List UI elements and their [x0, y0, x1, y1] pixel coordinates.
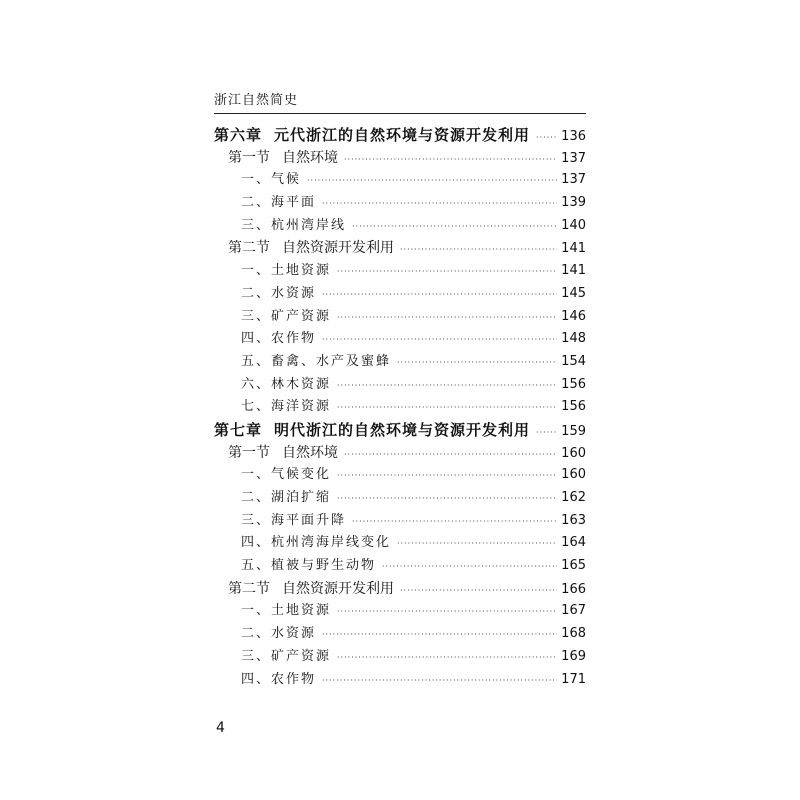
toc-item-entry — [214, 487, 586, 510]
section-number: 第二节 — [228, 240, 270, 257]
toc-page-number: 169 — [561, 648, 586, 664]
toc-title-text: 元代浙江的自然环境与资源开发利用 — [274, 126, 531, 144]
table-of-contents — [214, 124, 586, 691]
dot-leader — [382, 556, 557, 579]
toc-entry-title — [241, 396, 331, 419]
dot-leader — [322, 329, 557, 352]
toc-title-text: 一、气候 — [241, 172, 302, 188]
dot-leader — [322, 284, 557, 307]
toc-page-number: 168 — [561, 626, 586, 642]
toc-entry-title — [241, 532, 391, 555]
dot-leader — [337, 307, 557, 330]
toc-page-number: 141 — [561, 263, 586, 279]
toc-page-number: 171 — [561, 671, 586, 687]
toc-page-number: 159 — [561, 423, 586, 439]
dot-leader — [344, 149, 557, 172]
toc-item-entry — [214, 192, 586, 215]
dot-leader — [352, 511, 557, 534]
toc-entry-title — [241, 260, 331, 283]
toc-entry-title — [228, 237, 394, 260]
toc-entry-title — [241, 306, 331, 329]
toc-item-entry — [214, 328, 586, 351]
toc-section-entry — [214, 237, 586, 260]
toc-title-text: 三、矿产资源 — [241, 308, 332, 324]
toc-page-number: 163 — [561, 512, 586, 528]
toc-title-text: 二、湖泊扩缩 — [241, 490, 332, 505]
toc-page-number: 136 — [561, 129, 586, 144]
toc-item-entry — [214, 623, 586, 646]
toc-title-text: 四、农作物 — [241, 671, 317, 687]
toc-entry-title — [214, 124, 530, 147]
dot-leader — [536, 127, 557, 150]
toc-entry-title — [241, 669, 316, 692]
toc-title-text: 一、土地资源 — [241, 603, 332, 619]
dot-leader — [337, 601, 557, 624]
toc-item-entry — [214, 600, 586, 623]
dot-leader — [400, 239, 557, 262]
toc-title-text: 一、气候变化 — [241, 467, 332, 483]
toc-page-number: 137 — [561, 172, 586, 188]
chapter-number: 第七章 — [214, 420, 263, 439]
dot-leader — [397, 352, 557, 375]
toc-entry-title — [241, 646, 331, 669]
page-number: 4 — [216, 720, 225, 736]
dot-leader — [337, 397, 557, 420]
toc-item-entry — [214, 396, 586, 419]
dot-leader — [344, 444, 557, 467]
toc-page-number: 146 — [561, 308, 586, 324]
toc-entry-title — [241, 555, 376, 578]
dot-leader — [322, 624, 557, 647]
toc-entry-title — [241, 169, 301, 192]
toc-item-entry — [214, 646, 586, 669]
toc-page-number: 137 — [561, 150, 586, 166]
toc-chapter-entry — [214, 124, 586, 147]
toc-item-entry — [214, 306, 586, 329]
toc-entry-title — [241, 215, 346, 238]
toc-title-text: 六、林木资源 — [241, 376, 332, 392]
toc-page-number: 141 — [561, 241, 586, 257]
toc-page-number: 166 — [561, 581, 586, 597]
toc-page-number: 156 — [561, 376, 586, 392]
toc-entry-title — [228, 578, 394, 601]
toc-entry-title — [241, 487, 331, 510]
toc-item-entry — [214, 555, 586, 578]
toc-entry-title — [241, 374, 331, 397]
toc-page-number: 160 — [561, 467, 586, 483]
dot-leader — [307, 170, 557, 193]
dot-leader — [337, 261, 557, 284]
toc-title-text: 自然资源开发利用 — [282, 580, 394, 597]
toc-section-entry — [214, 147, 586, 170]
dot-leader — [337, 488, 557, 511]
toc-page-number: 145 — [561, 285, 586, 301]
section-number: 第一节 — [228, 149, 270, 166]
dot-leader — [322, 670, 557, 693]
toc-title-text: 自然环境 — [282, 444, 338, 461]
toc-page-number: 139 — [561, 195, 586, 211]
dot-leader — [322, 193, 557, 216]
toc-section-entry — [214, 442, 586, 465]
toc-title-text: 三、矿产资源 — [241, 648, 332, 664]
toc-section-entry — [214, 578, 586, 601]
toc-entry-title — [241, 351, 391, 374]
toc-chapter-entry — [214, 419, 586, 442]
toc-title-text: 三、海平面升降 — [241, 512, 347, 528]
toc-title-text: 二、水资源 — [241, 285, 317, 301]
toc-title-text: 五、畜禽、水产及蜜蜂 — [241, 353, 392, 369]
toc-item-entry — [214, 464, 586, 487]
toc-title-text: 四、农作物 — [241, 331, 317, 347]
toc-item-entry — [214, 532, 586, 555]
dot-leader — [400, 580, 557, 603]
toc-item-entry — [214, 169, 586, 192]
toc-title-text: 四、杭州湾海岸线变化 — [241, 535, 392, 551]
toc-title-text: 自然资源开发利用 — [282, 240, 394, 257]
toc-title-text: 五、植被与野生动物 — [241, 558, 377, 574]
toc-page-number: 167 — [561, 603, 586, 619]
toc-page-number: 154 — [561, 353, 586, 369]
toc-entry-title — [228, 442, 338, 465]
section-number: 第一节 — [228, 444, 270, 461]
toc-title-text: 明代浙江的自然环境与资源开发利用 — [274, 420, 531, 439]
toc-entry-title — [241, 600, 331, 623]
chapter-number: 第六章 — [214, 126, 263, 144]
toc-title-text: 三、杭州湾岸线 — [241, 217, 347, 233]
toc-page-number: 162 — [561, 490, 586, 505]
toc-item-entry — [214, 510, 586, 533]
toc-title-text: 一、土地资源 — [241, 263, 332, 279]
dot-leader — [352, 216, 557, 239]
toc-title-text: 二、水资源 — [241, 626, 317, 642]
toc-item-entry — [214, 215, 586, 238]
toc-item-entry — [214, 351, 586, 374]
toc-page-number: 165 — [561, 558, 586, 574]
running-head: 浙江自然简史 — [214, 93, 299, 108]
toc-page-number: 164 — [561, 535, 586, 551]
toc-title-text: 二、海平面 — [241, 195, 317, 211]
toc-item-entry — [214, 260, 586, 283]
toc-entry-title — [241, 192, 316, 215]
toc-entry-title — [241, 328, 316, 351]
dot-leader — [397, 533, 557, 556]
header-rule — [214, 113, 586, 114]
toc-entry-title — [228, 147, 338, 170]
dot-leader — [337, 465, 557, 488]
toc-item-entry — [214, 669, 586, 692]
toc-entry-title — [241, 623, 316, 646]
dot-leader — [337, 647, 557, 670]
toc-entry-title — [241, 283, 316, 306]
toc-entry-title — [241, 464, 331, 487]
section-number: 第二节 — [228, 580, 270, 597]
toc-item-entry — [214, 283, 586, 306]
toc-page-number: 156 — [561, 399, 586, 415]
dot-leader — [536, 422, 557, 445]
toc-title-text: 自然环境 — [282, 149, 338, 166]
toc-entry-title — [241, 510, 346, 533]
dot-leader — [337, 375, 557, 398]
toc-page-number: 140 — [561, 217, 586, 233]
toc-page-number: 148 — [561, 331, 586, 347]
toc-item-entry — [214, 374, 586, 397]
toc-page-number: 160 — [561, 445, 586, 461]
toc-title-text: 七、海洋资源 — [241, 399, 332, 415]
toc-entry-title — [214, 419, 530, 442]
